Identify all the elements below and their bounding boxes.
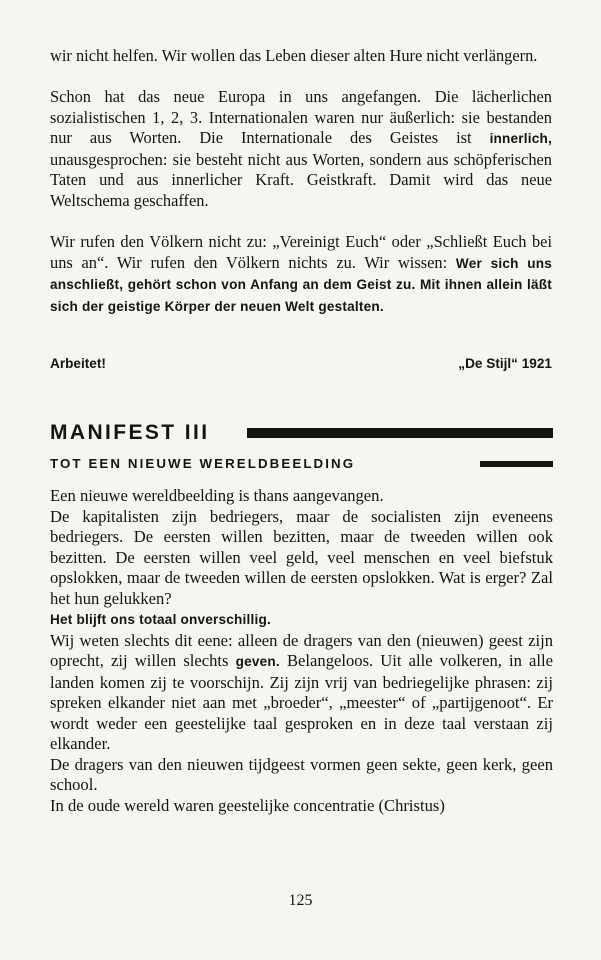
manifest-subtitle: TOT EEN NIEUWE WERELDBEELDING (50, 456, 356, 471)
bold-geist-statement: Wer sich uns anschließt, gehört schon von Anfang an dem Geist zu. Mit ihnen allein läßt sich der geistige Körper der neuen Welt gestalten. (50, 255, 553, 314)
signature-line (50, 354, 552, 375)
paragraph-onverschillig: Het blijft ons totaal onverschillig. (50, 612, 271, 627)
manifest-subheading (50, 454, 553, 474)
source-citation: „De Stijl“ 1921 (458, 356, 552, 371)
paragraph-leben: wir nicht helfen. Wir wollen das Leben dieser alten Hure nicht verlängern. (50, 46, 538, 65)
paragraph-oude-wereld: In de oude wereld waren geestelijke concentratie (Christus) (50, 795, 445, 815)
manifest-body (50, 486, 553, 816)
bold-geven: geven. (235, 654, 280, 669)
closing-arbeitet: Arbeitet! (50, 356, 106, 371)
paragraph-aangevangen: Een nieuwe wereldbeelding is thans aangevangen. (50, 486, 384, 505)
title-rule (247, 428, 553, 438)
subtitle-rule (480, 461, 553, 467)
page-number: 125 (288, 892, 313, 909)
paragraph-bedriegers: De kapitalisten zijn bedriegers, maar de socialisten zijn eveneens bedriegers. De eersten willen bezitten, maar de tweeden willen ook bezitten. De eersten willen veel geld, veel menschen en veel biefstuk opslokken, maar de tweeden willen de eersten opslokken. Wat is erger? Zal het hun gelukken? (50, 506, 553, 608)
paragraph-voelker: Wir rufen den Völkern nicht zu: „Vereinigt Euch“ oder „Schließt Euch bei uns an“. Wir rufen den Völkern nichts zu. Wir wissen: Wer sich uns anschließt, gehört schon von Anfang an dem Geist zu. Mit ihnen allein läßt sich der geistige Körper der neuen Welt gestalten. (50, 232, 553, 314)
bold-innerlich: innerlich, (489, 131, 552, 147)
manifest-heading (50, 418, 553, 448)
paragraph-internationale: Schon hat das neue Europa in uns angefangen. Die lächerlichen sozialistischen 1, 2, 3. Internationalen waren nur äußerlich: sie bestanden nur aus Worten. Die Internationale des Geistes ist innerlich, unausgesprochen: sie besteht nicht aus Worten, sondern aus schöpferischen Taten und aus innerlicher Kraft. Geistkraft. Damit wird das neue Weltschema geschaffen. (50, 87, 552, 210)
manifest-title: MANIFEST III (50, 421, 210, 444)
paragraph-dragers: Wij weten slechts dit eene: alleen de dragers van den (nieuwen) geest zijn oprecht, zij willen slechts geven. Belangeloos. Uit alle volkeren, in alle landen komen zij te voorschijn. Zij zijn vrij van bedriegelijke phrasen: zij spreken elkander niet aan met „broeder“, „meester“ of „partijgenoot“. Er wordt weder een geestelijke taal gesproken en in deze taal verstaan zij elkander. (50, 630, 553, 753)
paragraph-sekte: De dragers van den nieuwen tijdgeest vormen geen sekte, geen kerk, geen school. (50, 754, 553, 794)
